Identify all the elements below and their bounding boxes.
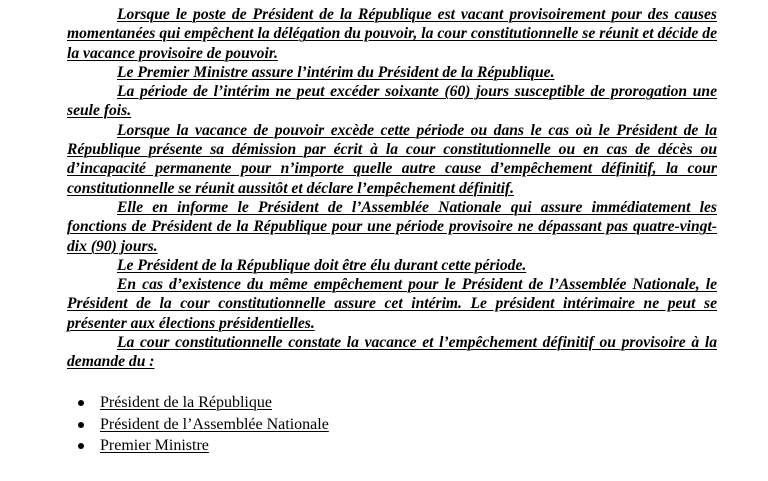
paragraph-president-assemblee: Elle en informe le Président de l’Assemblée Nationale qui assure immédiatement les fonctions de Président de la République pour une période provisoire ne dépassant pas quatre-vingt-dix (90) jours.	[67, 198, 717, 255]
list-item-label: Président de l’Assemblée Nationale	[100, 415, 329, 433]
bullet-icon	[78, 400, 84, 406]
paragraph-election: Le Président de la République doit être élu durant cette période.	[117, 256, 527, 274]
bullet-icon	[78, 443, 84, 449]
list-item	[78, 415, 329, 437]
list-item-label: Président de la République	[100, 394, 272, 411]
demandeurs-list	[78, 393, 329, 458]
list-item	[78, 436, 329, 458]
paragraph-interim-premier-ministre: Le Premier Ministre assure l’intérim du Président de la République.	[117, 63, 555, 81]
list-item	[78, 393, 329, 415]
paragraph-empechement-definitif: Lorsque la vacance de pouvoir excède cette période ou dans le cas où le Président de la République présente sa démission par écrit à la cour constitutionnelle ou en cas de décès ou d’incapacité permanente pour n’importe quelle autre cause d’empêchement définitif, la cour constitutionnelle se réunit aussitôt et déclare l’empêchement définitif.	[67, 121, 717, 197]
paragraph-duree-interim: La période de l’intérim ne peut excéder soixante (60) jours susceptible de prorogation une seule fois.	[67, 83, 717, 120]
paragraph-president-cour: En cas d’existence du même empêchement pour le Président de l’Assemblée Nationale, le Président de la cour constitutionnelle assure cet intérim. Le président intérimaire ne peut se présenter aux élections présidentielles.	[67, 276, 717, 332]
paragraph-vacance-provisoire: Lorsque le poste de Président de la République est vacant provisoirement pour des causes momentanées qui empêchent la délégation du pouvoir, la cour constitutionnelle se réunit et décide de la vacance provisoire de pouvoir.	[67, 6, 717, 62]
document-body	[67, 5, 717, 372]
list-item-label: Premier Ministre	[100, 437, 209, 454]
paragraph-constat-vacance: La cour constitutionnelle constate la vacance et l’empêchement définitif ou provisoire à la demande du :	[67, 334, 717, 371]
bullet-icon	[78, 422, 84, 428]
